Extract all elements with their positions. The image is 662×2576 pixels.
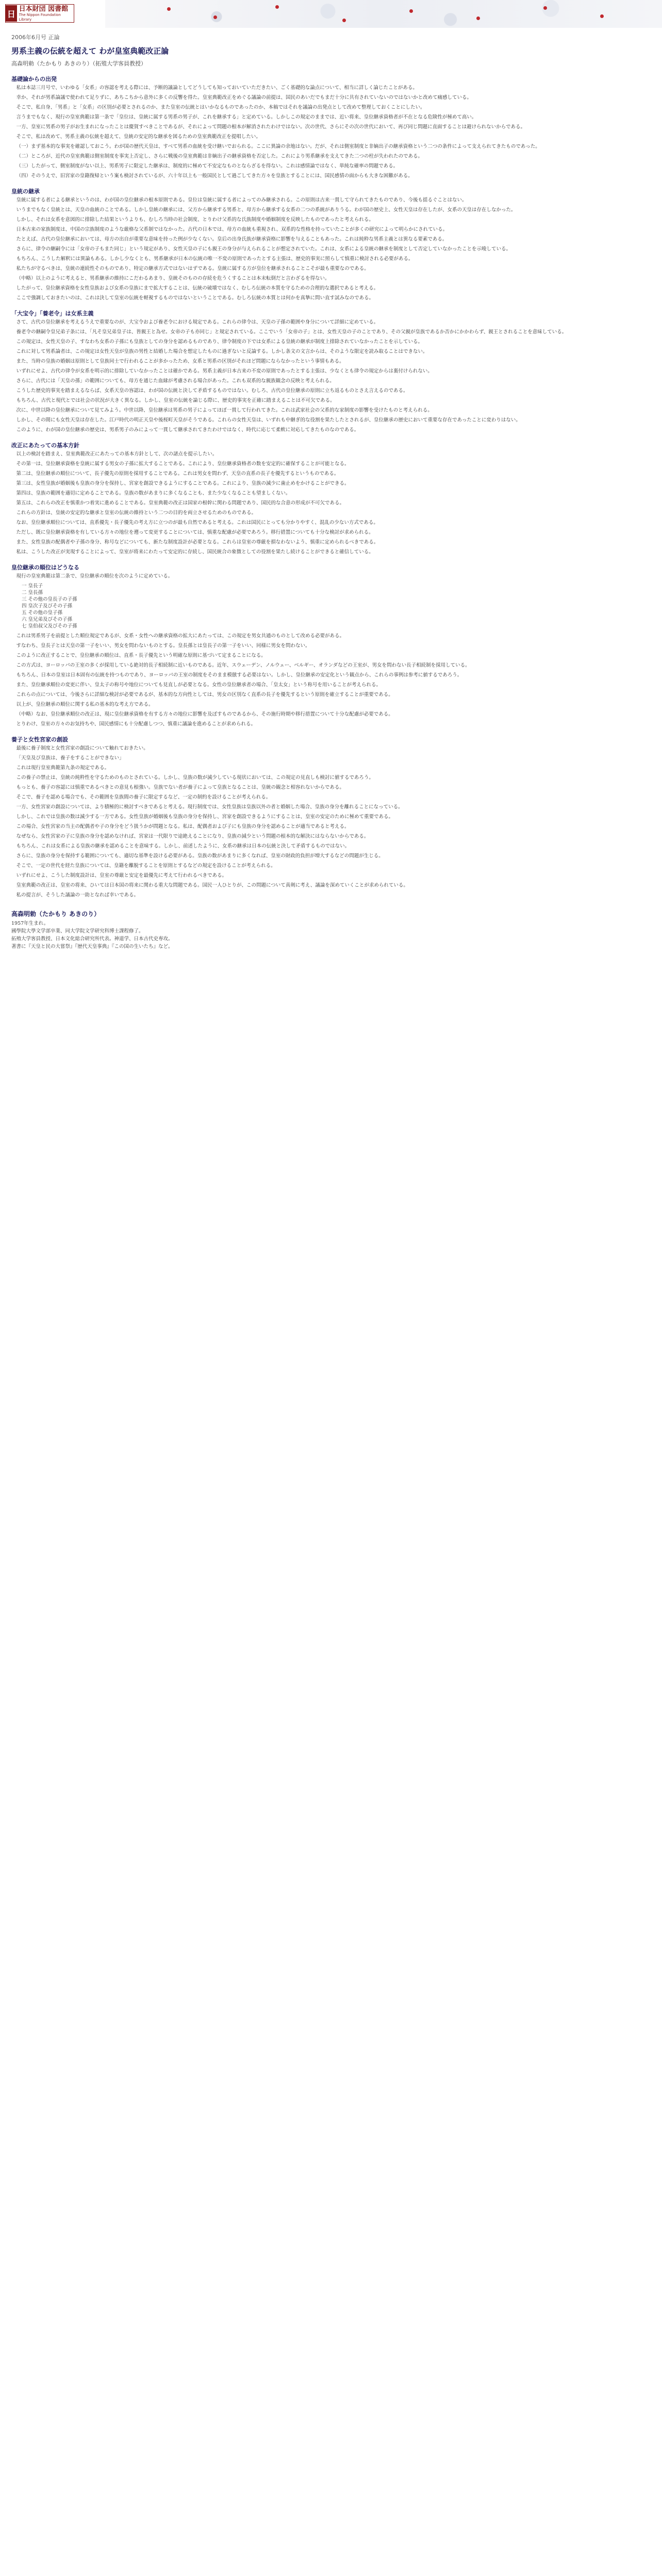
list-item: 七 皇伯叔父及びその子孫 — [22, 623, 77, 629]
paragraph: また、当時の皇族の婚姻は原則として皇族同士で行われることが多かったため、女系と男系の区別がそれほど問題にならなかったという事情もある。 — [16, 359, 344, 364]
article-date: 2006年6月号 正論 — [11, 34, 60, 41]
paragraph: もっとも、養子の容認には慎重であるべきとの意見も根強い。皇族でない者が養子によって皇族となることは、皇統の観念と相容れないからである。 — [16, 785, 344, 790]
paragraph: 皇統に属する者による継承というのは、わが国の皇位継承の根本原則である。皇位は皇統に属する者によってのみ継承される。この原則は古来一貫して守られてきたものであり、今後も揺るぐことはない。 — [16, 197, 467, 203]
author-profile-heading: 高森明勅（たかもり あきのり） — [11, 910, 101, 918]
paragraph: 私の提言が、そうした議論の一助となれば幸いである。 — [16, 892, 139, 898]
profile-line: 著書に『天皇と民の大嘗祭』『歴代天皇事典』『この国の生いたち』など。 — [11, 944, 173, 950]
paragraph: 一方、皇室に男系の男子がお生まれになったことは慶賀すべきことであるが、それによって問題の根本が解消されたわけではない。次の世代、さらにその次の世代において、再び同じ問題に直面することは避けられないからである。 — [16, 124, 526, 130]
paragraph: なお、皇位継承順位については、直系優先・長子優先の考え方に立つのが最も自然であると考える。これは国民にとっても分かりやすく、混乱の少ない方式である。 — [16, 520, 378, 526]
paragraph: 現行の皇室典範は第二条で、皇位継承の順位を次のように定めている。 — [16, 573, 173, 579]
article-author: 高森明勅（たかもり あきのり）（拓殖大学客員教授） — [11, 60, 146, 67]
site-header — [0, 0, 662, 28]
paragraph: （中略）以上のように考えると、男系継承の維持にこだわるあまり、皇統そのものの存続を危うくすることは本末転倒だと言わざるを得ない。 — [16, 276, 330, 281]
paragraph: いずれにせよ、古代の律令が女系を明示的に排除していなかったことは確かである。男系主義が日本古来の不変の原則であったとする主張は、少なくとも律令の規定からは裏付けられない。 — [16, 368, 433, 374]
paragraph: さらに、律令の継嗣令には「女帝の子もまた同じ」という規定があり、女性天皇の子にも親王の身分が与えられることが想定されていた。これは、女系による皇統の継承を制度として否定していなかったことを示唆している。 — [16, 246, 511, 252]
paragraph: もちろん、こうした解釈には異論もある。しかし少なくとも、男系継承が日本の伝統の唯一不変の原則であったとする主張は、歴史的事実に照らして慎重に検討される必要がある。 — [16, 256, 413, 262]
paragraph: 第五は、これらの改正を慎重かつ着実に進めることである。皇室典範の改正は国家の根幹に関わる問題であり、国民的な合意の形成が不可欠である。 — [16, 500, 345, 506]
paragraph: 日本古来の家族制度は、中国の宗族制度のような厳格な父系制ではなかった。古代の日本では、母方の血統も重視され、双系的な性格を持っていたことが多くの研究によって明らかにされている。 — [16, 227, 448, 232]
paragraph: たとえば、古代の皇位継承においては、母方の出自が重要な意味を持った例が少なくない。皇后の出身氏族が継承資格に影響を与えることもあった。これは純粋な男系主義とは異なる要素である。 — [16, 236, 448, 242]
section-heading: 養子と女性宮家の創設 — [11, 736, 68, 743]
profile-line: 拓殖大学客員教授、日本文化総合研究所代表。神道学、日本古代史専攻。 — [11, 936, 173, 942]
list-item: 四 皇次子及びその子孫 — [22, 603, 73, 609]
paragraph: 私たちが守るべきは、皇統の連続性そのものであり、特定の継承方式ではないはずである。皇統に属する方が皇位を継承されることこそが最も重要なのである。 — [16, 266, 369, 272]
paragraph: これに対して男系論者は、この規定は女性天皇が皇族の男性と結婚した場合を想定したものに過ぎないと反論する。しかし条文の文言からは、そのような限定を読み取ることはできない。 — [16, 349, 428, 354]
paragraph: この方式は、ヨーロッパの王室の多くが採用している絶対的長子相続制に近いものである。近年、スウェーデン、ノルウェー、ベルギー、オランダなどの王室が、男女を問わない長子相続制を採用している。 — [16, 663, 470, 668]
paragraph: さらに、古代には「天皇の孫」の範囲についても、母方を通じた血縁が考慮される場合があった。これも双系的な親族観念の反映と考えられる。 — [16, 378, 335, 384]
paragraph: もちろん、古代と現代とでは社会の状況が大きく異なる。しかし、皇室の伝統を論じる際に、歴史的事実を正確に踏まえることは不可欠である。 — [16, 398, 335, 403]
paragraph: 「天皇及び皇族は、養子をすることができない」 — [16, 755, 124, 761]
paragraph: （四）そのうえで、旧宮家の皇籍復帰という案も検討されているが、六十年以上も一般国民として過ごしてきた方々を皇族とすることには、国民感情の面からも大きな困難がある。 — [16, 173, 413, 179]
list-item: 五 その他の皇子孫 — [22, 610, 63, 616]
paragraph: また、皇位継承順位の変更に伴い、皇太子の称号や地位についても見直しが必要となる。女性の皇位継承者の場合、「皇太女」という称号を用いることが考えられる。 — [16, 682, 382, 688]
paragraph: こうした歴史的事実を踏まえるならば、女系天皇の容認は、わが国の伝統と決して矛盾するものではない。むしろ、古代の皇位継承の原則に立ち返るものとさえ言えるのである。 — [16, 388, 408, 394]
paragraph: しかし、その間にも女性天皇は存在した。江戸時代の明正天皇や後桜町天皇がそうである。これらの女性天皇は、いずれも中継ぎ的な役割を果たしたとされるが、皇位継承の歴史において重要な存在であったことに変わりはない。 — [16, 417, 521, 423]
paragraph: これらの点については、今後さらに詳細な検討が必要であるが、基本的な方向性としては、男女の区別なく直系の長子を優先するという原則を確立することが重要である。 — [16, 692, 393, 698]
list-item: 六 皇兄弟及びその子孫 — [22, 617, 73, 622]
paragraph: （中略）なお、皇位継承順位の改正は、現に皇位継承資格を有する方々の地位に影響を及ぼすものであるから、その施行時期や移行措置について十分な配慮が必要である。 — [16, 711, 393, 717]
list-item: 三 その他の皇長子の子孫 — [22, 597, 77, 602]
paragraph: 私は、こうした改正が実現することによって、皇室が将来にわたって安定的に存続し、国民統合の象徴としての役割を果たし続けることができると確信している。 — [16, 549, 374, 555]
paragraph: 以上が、皇位継承の順位に関する私の基本的な考え方である。 — [16, 702, 154, 707]
section-heading: 皇位継承の順位はどうなる — [11, 564, 79, 571]
list-item: 二 皇長孫 — [22, 590, 43, 596]
paragraph: そこで、私は改めて、男系主義の伝統を超えて、皇統の安定的な継承を図るための皇室典範改正を提唱したい。 — [16, 134, 261, 140]
paragraph: 幸か、それが男系論議で使われて足りずに、あちこちから意外に多くの反響を得た。皇室典範改正をめぐる議論の前提は、国民のあいだでもまだ十分に共有されていないのではないかと改めて痛感している。 — [16, 95, 472, 100]
paragraph: とりわけ、皇室の方々のお気持ちや、国民感情にも十分配慮しつつ、慎重に議論を進めることが求められる。 — [16, 721, 256, 727]
paragraph: いうまでもなく皇統とは、天皇の血統のことである。しかし皇統の継承には、父方から継承する男系と、母方から継承する女系の二つの系統がありうる。わが国の歴史上、女性天皇は存在したが、女系の天皇は存在しなかった。 — [16, 207, 516, 213]
paragraph: ただし、既に皇位継承資格を有している方々の地位を遡って変更することについては、慎重な配慮が必要であろう。移行措置についても十分な検討が求められる。 — [16, 530, 374, 535]
paragraph: さて、古代の皇位継承を考えるうえで重要なのが、大宝令および養老令における規定である。これらの律令は、天皇の子孫の範囲や身分について詳細に定めている。 — [16, 319, 379, 325]
paragraph: もちろん、これは女系による皇族の継承を認めることを意味する。しかし、前述したように、女系の継承は日本の伝統と決して矛盾するものではない。 — [16, 843, 350, 849]
paragraph: 言うまでもなく、現行の皇室典範は第一条で「皇位は、皇統に属する男系の男子が、これを継承する」と定めている。しかしこの規定のままでは、近い将来、皇位継承資格者が不在となる危険性が極めて高い。 — [16, 114, 477, 120]
header-banner-image — [105, 0, 662, 28]
paragraph: そこで、私自身、「男系」と「女系」の区別が必要とされるのか、また皇室の伝統とはいかなるものであったのか、本稿ではそれを議論の出発点として改めて整理しておくことにしたい。 — [16, 105, 425, 110]
paragraph: もちろん、日本の皇室は日本固有の伝統を持つものであり、ヨーロッパの王室の制度をそのまま模倣する必要はない。しかし、皇位継承の安定化という観点から、これらの事例は参考に値するであろう。 — [16, 672, 462, 678]
paragraph: そこで、養子を認める場合でも、その範囲を皇族間の養子に限定するなど、一定の制約を設けることが考えられる。 — [16, 794, 271, 800]
paragraph: 養老令の継嗣令皇兄弟子条には、「凡そ皇兄弟皇子は、皆親王と為せ。女帝の子も亦同じ」と規定されている。ここでいう「女帝の子」とは、女性天皇の子のことであり、その父親が皇族であるか否かにかかわらず、親王とされることを意味している。 — [16, 329, 567, 335]
paragraph: また、女性皇族の配偶者や子孫の身分、称号などについても、新たな制度設計が必要となる。これらは皇室の尊厳を損なわないよう、慎重に定められるべきである。 — [16, 539, 379, 545]
site-logo[interactable] — [5, 4, 74, 23]
paragraph: いずれにせよ、こうした制度設計は、皇室の尊厳と安定を最優先に考えて行われるべきである。 — [16, 873, 227, 878]
paragraph: これらの方針は、皇統の安定的な継承と皇室の伝統の維持という二つの目的を両立させるためのものである。 — [16, 510, 257, 516]
paragraph: 第四は、皇族の範囲を適切に定めることである。皇族の数があまりに多くなることも、また少なくなることも望ましくない。 — [16, 490, 291, 496]
section-heading: 「大宝令」「養老令」は女系主義 — [11, 310, 94, 317]
paragraph: その第一は、皇位継承資格を皇統に属する男女の子孫に拡大することである。これにより、皇位継承資格者の数を安定的に確保することが可能となる。 — [16, 461, 350, 467]
paragraph: ここで強調しておきたいのは、これは決して皇室の伝統を軽視するものではないということである。むしろ伝統の本質とは何かを真摯に問い直す試みなのである。 — [16, 295, 374, 301]
logo-subtitle: The Nippon Foundation Library — [19, 12, 61, 22]
paragraph: そこで、一定の世代を経た皇族については、皇籍を離脱することを原則とするなどの規定を設けることが考えられる。 — [16, 863, 276, 869]
paragraph: 皇室典範の改正は、皇室の将来、ひいては日本国の将来に関わる重大な問題である。国民一人ひとりが、この問題について真剣に考え、議論を深めていくことが求められている。 — [16, 883, 408, 888]
paragraph: これは男系男子を前提とした順位規定であるが、女系・女性への継承資格の拡大にあたっては、この規定を男女共通のものとして改める必要がある。 — [16, 633, 345, 639]
paragraph: なぜなら、女性宮家の子に皇族の身分を認めなければ、宮家は一代限りで途絶えることになり、皇族の減少という問題の根本的な解決にはならないからである。 — [16, 834, 369, 839]
paragraph: したがって、皇位継承資格を女性皇族および女系の皇族にまで拡大することは、伝統の破壊ではなく、むしろ伝統の本質を守るための合理的な選択であると考える。 — [16, 285, 379, 291]
paragraph: しかし、それは女系を意図的に排除した結果というよりも、むしろ当時の社会制度、とりわけ父系的な氏族制度や婚姻制度を反映したものであったと考えられる。 — [16, 217, 374, 223]
paragraph: 一方、女性宮家の創設については、より積極的に検討すべきであると考える。現行制度では、女性皇族は皇族以外の者と婚姻した場合、皇族の身分を離れることになっている。 — [16, 804, 403, 810]
paragraph: 次に、中世以降の皇位継承について見てみよう。中世以降、皇位継承は男系の男子によってほぼ一貫して行われてきた。これは武家社会の父系的な家制度の影響を受けたものと考えられる。 — [16, 408, 433, 413]
paragraph: このように改正することで、皇位継承の順位は、直系・長子優先という明確な原則に基づいて定まることになる。 — [16, 653, 266, 658]
paragraph: しかし、これでは皇族の数は減少する一方である。女性皇族が婚姻後も皇族の身分を保持し、宮家を創設できるようにすることは、皇室の安定のために極めて重要である。 — [16, 814, 394, 820]
article-body — [11, 75, 630, 899]
paragraph: この規定は、女性天皇の子、すなわち女系の子孫にも皇族としての身分を認めるものであり、律令制度の下では女系による皇統の継承が制度上排除されていなかったことを示している。 — [16, 339, 423, 345]
paragraph: この養子の禁止は、皇統の純粋性を守るためのものとされている。しかし、皇族の数が減少している現状においては、この規定の見直しも検討に値するであろう。 — [16, 775, 374, 781]
section-heading: 改正にあたっての基本方針 — [11, 442, 79, 449]
paragraph: （一）まず基本的な事実を確認しておこう。わが国の歴代天皇は、すべて男系の血統を受け継いでおられる。ここに異論の余地はない。だが、それは側室制度と非嫡出子の継承資格という二つの条件によって支えられてきたものであった。 — [16, 144, 540, 149]
succession-order-list — [22, 583, 630, 630]
section-heading: 皇統の継承 — [11, 188, 40, 195]
section-heading: 基礎論からの出発 — [11, 76, 57, 82]
profile-line: 國學院大學文学部卒業、同大学院文学研究科博士課程修了。 — [11, 928, 144, 934]
paragraph: さらに、皇族の身分を保持する範囲についても、適切な基準を設ける必要がある。皇族の数があまりに多くなれば、皇室の財政的負担が増大するなどの問題が生じる。 — [16, 853, 384, 859]
article — [0, 33, 640, 950]
paragraph: このように、わが国の皇位継承の歴史は、男系男子のみによって一貫して継承されてきたわけではなく、時代に応じて柔軟に対応してきたものなのである。 — [16, 427, 359, 433]
paragraph: 第三は、女性皇族が婚姻後も皇族の身分を保持し、宮家を創設できるようにすることである。これにより、皇族の減少に歯止めをかけることができる。 — [16, 481, 350, 486]
paragraph: 私は本誌三月号で、いわゆる「女系」の容認を考える際には、予断的議論としてどうしても知っておいていただきたい、ごく基礎的な論点について、相当に詳しく論じたことがある。 — [16, 85, 418, 91]
paragraph: 以上の検討を踏まえ、皇室典範改正にあたっての基本方針として、次の諸点を提示したい。 — [16, 451, 218, 457]
paragraph: すなわち、皇長子とは天皇の第一子をいい、男女を問わないものとする。皇長孫とは皇長子の第一子をいい、同様に男女を問わない。 — [16, 643, 310, 649]
article-title: 男系主義の伝統を超えて わが皇室典範改正論 — [11, 46, 169, 56]
paragraph: これは現行皇室典範第九条の規定である。 — [16, 765, 110, 771]
paragraph: （二）ところが、近代の皇室典範は側室制度を事実上否定し、さらに戦後の皇室典範は非嫡出子の継承資格を否定した。これにより男系継承を支えてきた二つの柱が失われたのである。 — [16, 154, 423, 159]
logo-title: 日本財団 図書館 — [19, 5, 69, 13]
list-item: 一 皇長子 — [22, 583, 43, 589]
paragraph: この場合、女性宮家の当主の配偶者や子の身分をどう扱うかが問題となる。私は、配偶者および子にも皇族の身分を認めることが適当であると考える。 — [16, 824, 350, 829]
logo-mark: 日 — [6, 5, 17, 22]
profile-line: 1957年生まれ。 — [11, 921, 49, 926]
author-profile — [11, 920, 630, 950]
paragraph: （三）したがって、側室制度がない以上、男系男子に限定した継承は、制度的に極めて不安定なものとならざるを得ない。これは感情論ではなく、単純な確率の問題である。 — [16, 163, 399, 169]
paragraph: 第二は、皇位継承の順位について、長子優先の原則を採用することである。これは男女を問わず、天皇の直系の長子を優先するというものである。 — [16, 471, 339, 477]
paragraph: 最後に養子制度と女性宮家の創設について触れておきたい。 — [16, 745, 148, 751]
